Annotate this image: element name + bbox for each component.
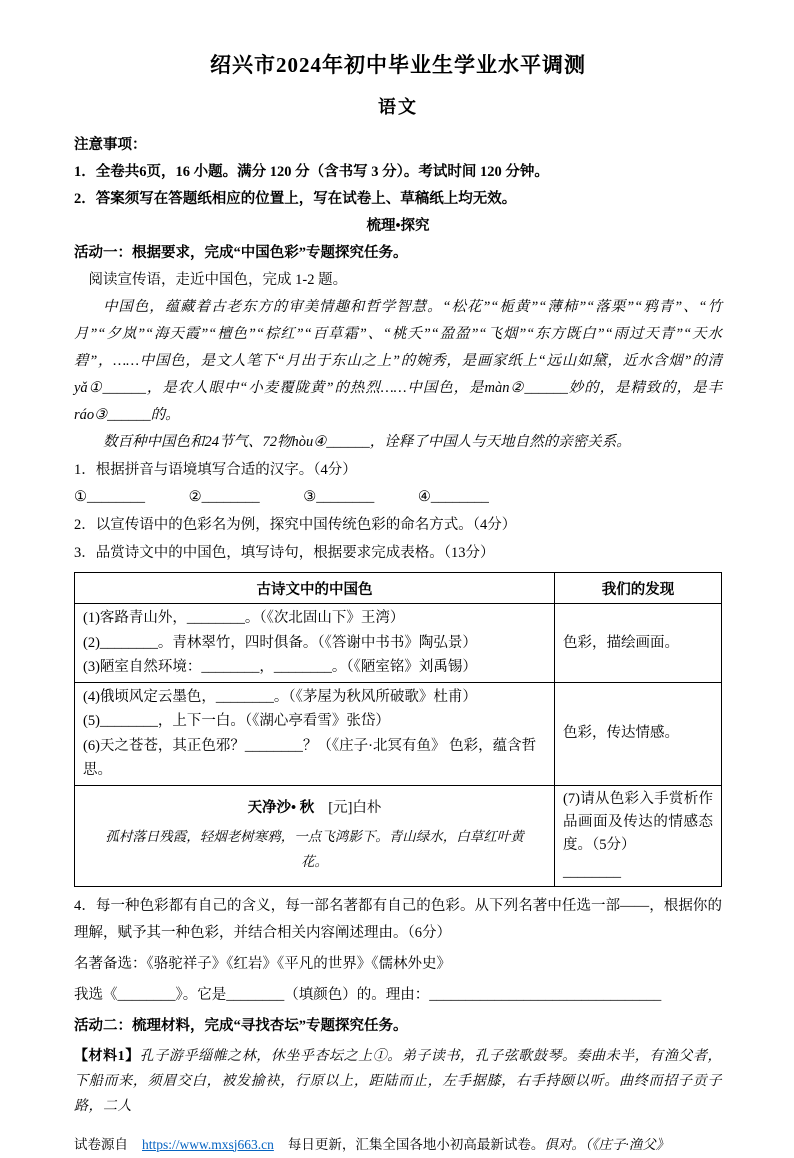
row2-line-2: (5)________，上下一白。（《湖心亭看雪》张岱） [83,713,390,729]
section-header: 梳理•探究 [366,218,430,234]
row1-finding-cell [555,604,722,683]
material1-label: 【材料1】 [74,1048,140,1064]
question-4: 4．每一种色彩都有自己的含义，每一部名著都有自己的色彩。从下列名著中任选一部——，根据你的理解，赋予其一种色彩，并结合相关内容阐述理由。（6分） [74,897,722,941]
notice-item-1: 1．全卷共6页，16 小题。满分 120 分（含书写 3 分）。考试时间 120 分钟。 [74,164,549,180]
notice-heading: 注意事项： [74,137,147,153]
blank-4: ④________ [417,489,489,505]
source-prefix: 试卷源自 [74,1136,128,1152]
notice-item-2: 2．答案须写在答题纸相应的位置上，写在试卷上、草稿纸上均无效。 [74,191,517,207]
material1-text: 孔子游乎缁帷之林，休坐乎杏坛之上①。弟子读书，孔子弦歌鼓琴。奏曲未半，有渔父者，下船而来，须眉交白，被发揄袂，行原以上，距陆而止，左手据膝，右手持颐以听。曲终而招子贡子路，二人 [74,1048,723,1114]
row3-finding-blank: ________ [563,863,621,880]
source-link[interactable]: https://www.mxsj663.cn [142,1136,274,1152]
exam-subject: 语文 [378,97,418,117]
table-row-2 [75,682,722,785]
source-line [74,1131,722,1158]
table-header-findings: 我们的发现 [555,573,722,604]
row3-finding-cell [555,785,722,886]
blank-1: ①________ [74,489,145,505]
table-row-1 [75,604,722,683]
row2-line-1: (4)俄顷风定云墨色，________。（《茅屋为秋风所破歌》杜甫） [83,688,477,705]
passage-paragraph-2: 数百种中国色和24节气、72物hòu④______，诠释了中国人与天地自然的亲密关系。 [103,434,631,450]
row1-poem-cell [75,604,555,683]
question-1-blanks [74,484,722,511]
activity2-heading: 活动二：梳理材料，完成“寻找杏坛”专题探究任务。 [74,1017,408,1034]
row2-line-3: (6)天之苍苍，其正色邪？________？（《庄子·北冥有鱼》 色彩，蕴含哲思。 [83,737,537,778]
row2-finding-cell [555,682,722,785]
row3-poem-cell [75,785,555,886]
poem-body: 孤村落日残霞，轻烟老树寒鸦，一点飞鸿影下。青山绿水，白草红叶黄花。 [105,829,524,869]
question-2: 2．以宣传语中的色彩名为例，探究中国传统色彩的命名方式。（4分） [74,517,517,533]
row1-line-2: (2)________。青林翠竹，四时俱备。（《答谢中书书》陶弘景） [83,634,477,651]
blank-2: ②________ [188,489,260,505]
table-header-row [75,573,722,604]
exam-title: 绍兴市2024年初中毕业生学业水平调测 [210,53,586,77]
row2-poem-cell [75,682,555,785]
activity1-heading: 活动一：根据要求，完成“中国色彩”专题探究任务。 [74,245,408,261]
question-3: 3．品赏诗文中的中国色，填写诗句，根据要求完成表格。（13分） [74,545,495,561]
table-row-3 [75,785,722,886]
poem-title: 天净沙• 秋 [元]白朴 [247,800,382,816]
row1-line-3: (3)陋室自然环境：________，________。（《陋室铭》刘禹锡） [83,659,477,675]
blank-3: ③________ [303,489,375,505]
material1-paragraph [74,1044,722,1119]
passage-paragraph-1: 中国色，蕴藏着古老东方的审美情趣和哲学智慧。“松花”“栀黄”“薄柿”“落栗”“鸦青”、“竹月”“夕岚”“海天霞”“檀色”“棕红”“百草霜”、“桃夭”“盈盈”“飞烟”“东方既白”“雨过天青”“天水碧”，……中国色，是文人笔下“月出于东山之上”的婉秀，是画家纸上“远山如黛，近水含烟”的清yǎ①______，是农人眼中“小麦覆陇黄”的热烈……中国色，是màn②______妙的，是精致的，是丰ráo③______的。 [74,299,722,423]
question-1: 1．根据拼音与语境填写合适的汉字。（4分） [74,462,357,478]
row1-finding: 色彩，描绘画面。 [563,634,679,651]
row1-line-1: (1)客路青山外，________。（《次北固山下》王湾） [83,610,405,626]
row3-finding: (7)请从色彩入手赏析作品画面及传达的情感态度。（5分） [563,790,713,853]
source-mid: 每日更新，汇集全国各地小初高最新试卷。 [287,1136,545,1152]
poem-author: [元]白朴 [328,800,382,816]
table-header-poems: 古诗文中的中国色 [75,573,555,604]
question-4-options: 名著备选：《骆驼祥子》《红岩》《平凡的世界》《儒林外史》 [74,955,451,972]
notice-block [74,132,722,213]
row2-finding: 色彩，传达情感。 [563,725,679,742]
q3-table [74,572,722,887]
passage-intro: 阅读宣传语，走近中国色，完成 1-2 题。 [88,272,348,288]
question-4-answer-line: 我选《________》。它是________（填颜色）的。理由：________________________________ [74,986,662,1003]
material1-continuation: 俱对。（《庄子·渔父》 [544,1136,670,1152]
